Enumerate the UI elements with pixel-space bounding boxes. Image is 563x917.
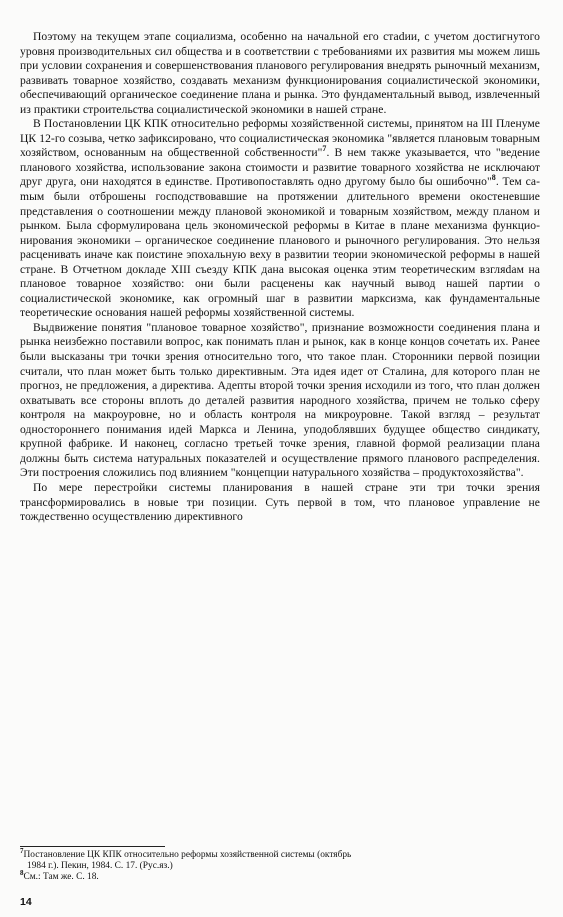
footnotes (20, 846, 540, 884)
footnote-divider (20, 846, 165, 847)
footnote-ref-7[interactable]: 7 (322, 144, 327, 154)
paragraph-2-part-1: В Постановлении ЦК КПК относительно реформы хозяйственной системы, принятом на III Пленуме ЦК 12-го созыва, четко зафиксировано, что социалистическая экономика "является плановым товарным хозяйством, основанным на общественной собственности" (20, 117, 540, 160)
paragraph-2 (20, 117, 540, 321)
page-number: 14 (20, 896, 32, 908)
body-text (20, 30, 540, 525)
footnote-7-text: Постановление ЦК КПК относительно реформы хозяйственной системы (октябрь (23, 850, 352, 860)
footnote-7 (20, 846, 540, 861)
footnote-7-continuation: 1984 г.). Пекин, 1984. С. 17. (Рус.яз.) (27, 861, 173, 872)
footnote-8-text: См.: Там же. С. 18. (23, 872, 99, 883)
footnote-8 (20, 869, 540, 883)
paragraph-4: По мере перестройки системы планирования в нашей стране эти три точки зрения трансформировались в новые три позиции. Суть первой в том, что плановое управление не тождественно осуществлению директивного (20, 480, 540, 524)
footnote-8-number: 8 (20, 869, 24, 878)
paragraph-1: Поэтому на текущем этапе социализма, особенно на начальной его стаdии, с учетом достигнутого уровня производительных сил общества и в соответствии с требованиями их развития мы можем лишь при условии сохранения и совершенствования планового регулирования внедрять рыночный механизм, развивать товарное хозяйство, создавать механизм функционирования социалистической экономики, обеспечивающий органическое соединение плана и рынка. Это фундаментальный вывод, извлеченный из практики строительства социалистической экономики в нашей стране. (20, 30, 540, 116)
paragraph-2-part-2: . В нем также указывается, что "ведение планового хозяйства, использование закона стоимости и развитие товарного хозяйства не исключают друг друга, они находятся в единстве. Противопоставлять одно другому было бы ошибочно" (20, 146, 541, 189)
paragraph-3: Выдвижение понятия "плановое товарное хозяйство", признание возможности соединения плана и рынка неизбежно поставили вопрос, как понимать план и рынок, как в конце концов сочетать их. Ранее были высказаны три точки зрения относительно того, что такое план. Сторонники первой позиции считали, что план может быть только директивным. Эта идея идет от Сталина, для которого план не прогноз, не предложения, а директива. Адепты второй точки зрения исходили из того, что план должен охватывать все стороны вплоть до деталей развития народного хозяйства, причем не только сферу контроля на макроуровне, но и область контроля на микроуровне. Такой взгляд – результат одностороннего понимания идей Маркса и Ленина, уподоблявших будущее общество синдикату, крупной фабрике. И наконец, согласно третьей точке зрения, главной формой реализации плана должны быть система натуральных показателей и осуществление прямого планового распределения. Эти построения сложились под влиянием "концепции натурального хозяйства – продуктохозяйства". (20, 320, 540, 480)
footnote-ref-8[interactable]: 8 (491, 173, 496, 183)
paragraph-2-part-3: . Тем саmым были отброшены господствовавшие на протяжении длительного времени окостеневшие представления о соотношении между плановой экономикой и товарным хозяйством, между планом и рынком. Была сформулирована цель экономической реформы в Китае в плане механизма функционирования экономики – органическое соединение планового и рыночного регулирования. Это нельзя расценивать иначе как поистине эпохальную веху в развитии теории экономической реформы в нашей стране. В Отчетном докладе XIII съезду КПК дана высокая оценка этим теоретическим взгляdам на плановое товарное хозяйство: они были расценены как научный вывод нашей партии о социалистической экономике, как огромный шаг в развитии марксизма, как фундаментальные теоретические основания нашей реформы хозяйственной системы. (20, 175, 540, 320)
footnote-7-number: 7 (20, 846, 24, 855)
